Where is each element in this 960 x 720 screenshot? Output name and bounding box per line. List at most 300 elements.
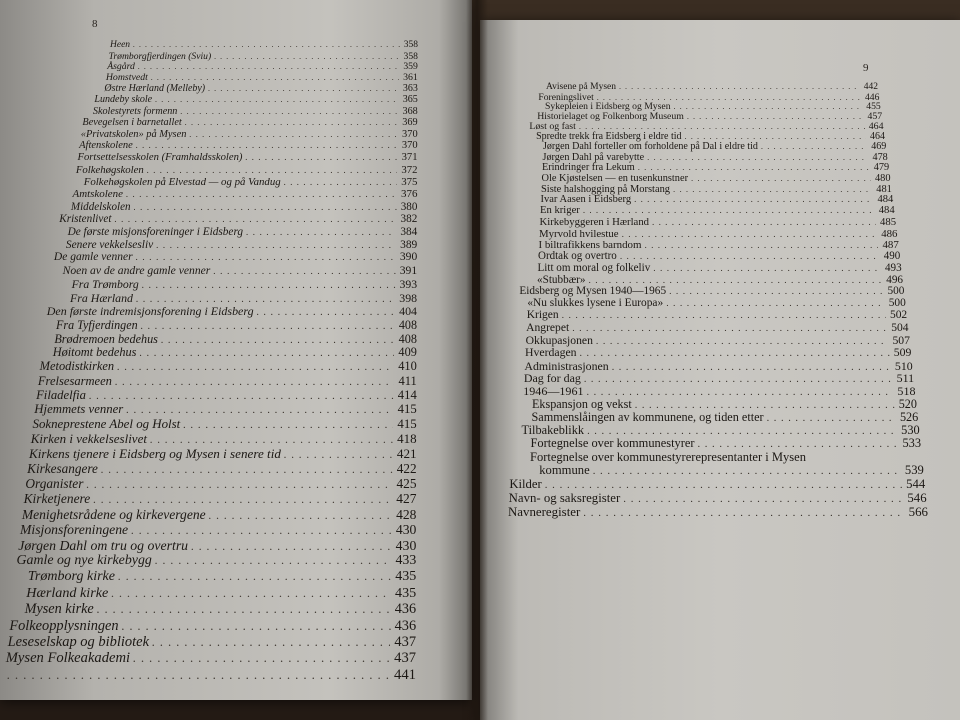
toc-entry-title: Mysen Folkeakademi [5, 650, 131, 667]
toc-entry-page: 507 [892, 333, 910, 347]
toc-entry-page: 441 [393, 667, 416, 684]
toc-entry-title: Kirketjenere [23, 491, 91, 507]
toc-entry-title: Kristenlivet [59, 213, 112, 226]
toc-entry [526, 321, 908, 334]
dot-leader [589, 276, 883, 286]
dot-leader [687, 112, 864, 121]
toc-entry-page: 358 [403, 40, 418, 50]
toc-entry-title: Kirkesangere [27, 460, 98, 476]
toc-entry-title: Frelsesarmeen [37, 373, 112, 388]
toc-entry-page: 370 [401, 140, 418, 152]
toc-entry-title: Misjonsforeningene [20, 521, 129, 537]
toc-entry-page: 504 [891, 321, 909, 335]
toc-entry [6, 650, 416, 667]
toc-entry [84, 176, 418, 188]
toc-entry-page: 481 [876, 183, 892, 195]
toc-entry-page: 391 [399, 264, 418, 278]
toc-entry-page: 500 [888, 297, 906, 310]
toc-entry-page: 390 [399, 251, 418, 264]
toc-entry-title: Administrasjonen [524, 358, 609, 373]
dot-leader [622, 229, 878, 239]
toc-entry-title: Filadelfia [36, 387, 86, 402]
left-page [0, 0, 472, 700]
toc-entry-title: Trømborg kirke [27, 569, 115, 585]
toc-entry [541, 194, 894, 205]
dot-leader [139, 348, 394, 359]
dot-leader [155, 94, 399, 104]
toc-entry-page: 436 [394, 617, 417, 634]
toc-entry-page: 533 [902, 436, 922, 451]
toc-entry-title: Myrvold hvilestue [539, 227, 619, 240]
toc-entry-title: Hverdagen [525, 346, 577, 360]
right-page-number: 9 [863, 62, 869, 74]
toc-entry-page: 484 [877, 194, 894, 206]
toc-entry-page: 414 [397, 387, 417, 402]
toc-entry-page: 408 [398, 331, 417, 346]
toc-entry-title: Kirkens tjenere i Eidsberg og Mysen i senere tid [28, 446, 281, 462]
toc-entry [18, 538, 416, 554]
book-gutter [466, 0, 488, 720]
toc-entry [68, 226, 418, 238]
toc-entry-title: Middelskolen [70, 200, 131, 213]
toc-entry [509, 491, 927, 506]
dot-leader [141, 321, 395, 332]
toc-entry [107, 61, 418, 72]
toc-entry [541, 184, 892, 195]
toc-entry [539, 239, 899, 251]
dot-leader [147, 165, 398, 175]
toc-entry-page: 464 [868, 121, 884, 133]
dot-leader [111, 586, 391, 601]
toc-entry [104, 83, 417, 94]
toc-entry [36, 388, 417, 403]
toc-entry-title: Jørgen Dahl på varebytte [542, 151, 645, 163]
dot-leader [185, 117, 398, 127]
toc-entry-page: 433 [395, 553, 417, 569]
toc-entry [26, 585, 416, 602]
toc-entry-page: 500 [887, 285, 905, 298]
toc-entry-title: Fortegnelse over kommunestyrerepresentanter i Mysen [530, 449, 806, 464]
dot-leader [673, 184, 872, 194]
toc-entry-title: Heen [110, 40, 131, 50]
dot-leader [117, 362, 394, 373]
toc-entry-title: «Stubbær» [537, 273, 586, 286]
toc-entry [31, 431, 417, 447]
toc-entry-title: Siste halshogging på Morstang [541, 183, 671, 195]
toc-entry-page: 526 [899, 410, 919, 425]
dot-leader [698, 439, 899, 450]
dot-leader [620, 252, 880, 262]
toc-entry-page: 436 [394, 601, 417, 618]
toc-entry-page: 384 [400, 225, 418, 238]
toc-entry-page: 369 [402, 117, 418, 129]
toc-entry [539, 228, 897, 240]
dot-leader [86, 479, 392, 491]
toc-entry [22, 507, 417, 523]
dot-leader [89, 390, 394, 402]
toc-entry-page: 566 [908, 504, 928, 519]
toc-entry [9, 618, 416, 635]
toc-entry-page: 375 [401, 176, 418, 189]
dot-leader [647, 152, 868, 162]
toc-entry-title: Kilder [509, 476, 542, 491]
toc-entry-title: Fra Tyfjerdingen [56, 317, 138, 332]
toc-entry-page: 469 [871, 141, 887, 153]
toc-entry-title: Jørgen Dahl om tru og overtru [18, 537, 189, 553]
dot-leader [284, 177, 398, 187]
dot-leader [93, 494, 392, 506]
toc-entry [538, 250, 900, 262]
toc-entry [546, 82, 878, 92]
dot-leader [619, 82, 860, 91]
toc-entry [110, 40, 418, 50]
toc-entry-page: 363 [402, 83, 418, 95]
toc-entry [542, 173, 891, 184]
toc-entry-title: Ordtak og overtro [538, 250, 617, 263]
toc-entry [540, 205, 895, 216]
toc-entry-page: 437 [394, 650, 417, 667]
dot-leader [142, 280, 396, 291]
dot-leader [126, 404, 393, 416]
toc-entry-title: Fra Trømborg [71, 277, 139, 291]
toc-entry [38, 374, 417, 389]
dot-leader [114, 215, 396, 225]
right-page [480, 20, 960, 720]
dot-leader [545, 479, 902, 491]
dot-leader [183, 419, 393, 431]
toc-entry [66, 239, 417, 251]
toc-entry-page: 539 [904, 463, 924, 478]
toc-entry-title: Ole Kjøstelsen — en tusenkunstner [541, 172, 689, 184]
toc-entry [79, 140, 417, 151]
toc-entry-title: Historielaget og Folkenborg Museum [537, 111, 684, 123]
toc-entry-page: 393 [399, 277, 418, 291]
dot-leader [761, 141, 867, 151]
dot-leader [150, 434, 393, 446]
dot-leader [208, 83, 399, 93]
toc-entry-title: Okkupasjonen [525, 333, 593, 347]
toc-entry-page: 408 [398, 317, 417, 332]
dot-leader [583, 507, 904, 519]
toc-entry-page: 430 [395, 521, 417, 537]
toc-entry [538, 262, 902, 274]
dot-leader [136, 140, 398, 150]
toc-entry-title: Bevegelsen i barnetallet [82, 117, 182, 129]
toc-entry-title: Litt om moral og folkeliv [537, 261, 651, 274]
toc-entry-title: Høitomt bedehus [52, 345, 137, 360]
dot-leader [151, 73, 399, 82]
toc-entry-page: 382 [400, 213, 418, 226]
toc-entry-page: 509 [893, 346, 912, 360]
toc-entry-page: 361 [403, 72, 418, 84]
toc-entry-page: 502 [889, 309, 908, 322]
toc-entry-title: Angrepet [526, 321, 570, 335]
toc-entry-title: Lundeby skole [94, 94, 153, 106]
dot-leader [653, 264, 881, 274]
toc-entry [28, 569, 416, 585]
toc-entry-page: 487 [882, 238, 899, 251]
toc-entry [93, 106, 418, 117]
toc-entry-page: 496 [886, 273, 903, 286]
toc-entry [54, 332, 417, 347]
dot-leader [134, 203, 397, 213]
dot-leader [189, 129, 398, 139]
toc-entry [109, 51, 418, 62]
toc-entry-page: 411 [398, 373, 417, 388]
toc-entry-title: Mysen kirke [24, 601, 94, 618]
dot-leader [213, 266, 395, 277]
toc-entry-page: 490 [883, 250, 901, 263]
toc-entry-title: Homstvedt [105, 72, 148, 84]
toc-entry [34, 402, 416, 417]
dot-leader [596, 336, 889, 347]
toc-entry-title: Navneregister [508, 504, 581, 519]
toc-entry-title: De første misjonsforeninger i Eidsberg [67, 225, 244, 238]
toc-entry-title: De gamle venner [53, 251, 133, 264]
toc-entry-title: Metodistkirken [39, 359, 115, 374]
toc-entry-title: Jørgen Dahl forteller om forholdene på Dal i eldre tid [543, 141, 758, 153]
dot-leader [209, 510, 392, 522]
dot-leader [122, 619, 391, 634]
toc-entry-page: 422 [396, 460, 417, 476]
toc-entry [77, 152, 417, 163]
toc-entry-page: 365 [402, 94, 418, 106]
dot-leader [214, 52, 399, 61]
toc-entry-page: 371 [401, 152, 418, 164]
dot-leader [691, 173, 871, 183]
dot-leader [669, 286, 883, 297]
dot-leader [191, 540, 392, 553]
toc-entry-page: 425 [396, 476, 417, 491]
toc-entry [27, 461, 416, 477]
toc-entry-title: Noen av de andre gamle venner [62, 264, 211, 278]
toc-entry-title: Kirken i vekkelseslivet [30, 431, 147, 447]
toc-entry-page: 544 [906, 476, 926, 491]
toc-entry-page: 546 [907, 490, 927, 505]
toc-entry [72, 278, 418, 291]
toc-entry-page: 421 [396, 446, 417, 462]
toc-entry [508, 505, 928, 520]
dot-leader [136, 294, 395, 305]
toc-entry-page: 511 [896, 371, 915, 386]
toc-entry-title: Ekspansjon og vekst [532, 397, 632, 411]
dot-leader [155, 553, 392, 568]
toc-entry-title: Brødremoen bedehus [54, 331, 158, 346]
dot-leader [562, 310, 886, 321]
dot-leader [634, 194, 873, 204]
toc-entry-title: Hærland kirke [26, 585, 109, 602]
toc-entry-page: 493 [884, 261, 902, 274]
toc-entry-title: Folkehøgskolen på Elvestad — og på Vandug [83, 176, 281, 189]
toc-entry [71, 201, 418, 213]
toc-entry [33, 417, 417, 432]
toc-entry-page: 415 [397, 416, 417, 431]
toc-entry-page: 430 [395, 537, 417, 553]
toc-entry [54, 251, 417, 263]
toc-entry [526, 334, 910, 347]
toc-entry [59, 213, 417, 225]
toc-entry-page: 442 [863, 82, 878, 92]
toc-entry-title: Tilbakeblikk [521, 423, 585, 438]
toc-entry [94, 94, 417, 105]
toc-entry-title: Løst og fast [529, 121, 576, 133]
toc-entry-title: Den første indremisjonsforening i Eidsberg [46, 304, 254, 319]
toc-entry-page: 372 [401, 164, 418, 176]
toc-entry [25, 476, 416, 492]
toc-entry-page: 455 [866, 101, 881, 113]
toc-entry-title: Sammenslåingen av kommunene, og tiden etter [531, 410, 764, 425]
dot-leader [245, 152, 397, 162]
toc-entry-title: Ivar Aasen i Eidsberg [540, 194, 632, 206]
dot-leader [101, 464, 393, 476]
dot-leader [118, 569, 391, 584]
toc-entry-title: Østre Hærland (Melleby) [104, 83, 206, 95]
toc-entry-title: Erindringer fra Lekum [542, 162, 635, 174]
dot-leader [126, 190, 397, 200]
toc-entry-title: kommune [539, 463, 590, 478]
dot-leader [156, 240, 396, 251]
toc-entry-page: 530 [901, 423, 920, 438]
toc-entry-page: 518 [897, 384, 916, 399]
dot-leader [593, 465, 901, 477]
toc-entry-title: Leseselskap og bibliotek [7, 633, 150, 650]
toc-entry [525, 346, 911, 359]
toc-entry [25, 601, 417, 618]
toc-entry-title: Menighetsrådene og kirkevergene [21, 506, 206, 522]
toc-entry [527, 309, 907, 321]
toc-entry-title: I biltrafikkens barndom [538, 238, 642, 251]
toc-entry-page: 446 [865, 91, 880, 103]
toc-entry [16, 553, 416, 569]
dot-leader [133, 651, 390, 666]
toc-entry-title: Kirkebyggeren i Hærland [539, 216, 650, 229]
dot-leader [597, 93, 861, 102]
dot-leader [7, 668, 390, 683]
toc-entry [540, 216, 897, 228]
toc-entry-title: Sykepleien i Eidsberg og Mysen [545, 101, 671, 113]
toc-entry-page: 437 [394, 633, 417, 650]
toc-entry-title: Skolestyrets formenn [92, 105, 178, 117]
dot-leader [284, 449, 393, 461]
dot-leader [580, 348, 890, 359]
toc-entry-title: Aftenskolene [79, 140, 133, 152]
toc-entry [542, 162, 889, 173]
toc-entry-title: Organister [25, 476, 84, 491]
dot-leader [180, 106, 398, 116]
dot-leader [138, 62, 399, 71]
toc-entry-page: 457 [867, 111, 883, 123]
toc-entry-page: 359 [403, 61, 418, 73]
toc-entry-page: 427 [396, 491, 417, 507]
toc-entry-title: Sokneprestene Abel og Holst [32, 416, 181, 431]
toc-entry-page: 380 [400, 200, 418, 213]
toc-entry-title: Dag for dag [523, 371, 581, 386]
toc-entry [81, 129, 418, 140]
dot-leader [133, 40, 400, 49]
toc-entry [40, 359, 417, 374]
toc-entry-title: Fra Hærland [70, 290, 133, 305]
toc-entry-title: Åsgård [107, 61, 135, 73]
toc-entry-title: Spredte trekk fra Eidsberg i eldre tid [536, 131, 682, 143]
toc-entry-title: Folkeopplysningen [9, 617, 119, 634]
toc-entry-page: 368 [402, 105, 418, 117]
dot-leader [131, 524, 392, 537]
dot-leader [638, 162, 870, 172]
toc-entry-page: 389 [400, 238, 418, 251]
toc-entry-page: 510 [894, 358, 913, 373]
dot-leader [161, 335, 395, 346]
toc-entry-page: 435 [395, 569, 417, 585]
toc-entry-title: Fortsettelsesskolen (Framhaldsskolen) [77, 152, 243, 164]
dot-leader [257, 307, 396, 318]
toc-entry-page: 376 [400, 188, 418, 201]
toc-entry-title: Krigen [526, 309, 559, 322]
toc-entry [527, 297, 905, 309]
toc-entry-page: 418 [397, 431, 417, 447]
dot-leader [674, 102, 863, 111]
dot-leader [623, 493, 903, 505]
toc-entry-page: 435 [395, 585, 417, 602]
dot-leader [115, 377, 394, 388]
dot-leader [579, 122, 865, 131]
toc-entry-page: 520 [898, 397, 917, 411]
toc-entry [4, 667, 416, 684]
toc-entry-title: 1946—1961 [523, 384, 584, 399]
dot-leader [136, 252, 396, 263]
dot-leader [246, 227, 396, 238]
toc-entry [543, 152, 888, 163]
toc-entry-title: Senere vekkelsesliv [65, 238, 154, 251]
toc-entry-title: Gamle og nye kirkebygg [16, 553, 152, 569]
toc-entry [537, 274, 903, 286]
toc-entry [106, 72, 418, 83]
toc-entry-title: «Privatskolen» på Mysen [80, 128, 187, 140]
dot-leader [152, 635, 390, 650]
toc-entry-page: 370 [402, 128, 418, 140]
toc-entry-title: Foreningslivet [538, 91, 594, 103]
toc-entry-title: Navn- og saksregister [508, 490, 621, 505]
toc-entry [509, 477, 925, 492]
dot-leader [685, 131, 866, 141]
toc-entry [519, 285, 904, 297]
toc-entry [8, 634, 417, 651]
toc-entry-title: «Nu slukkes lysene i Europa» [527, 297, 664, 310]
toc-entry-page: 410 [398, 359, 417, 374]
left-page-number: 8 [92, 18, 98, 30]
dot-leader [583, 205, 875, 215]
toc-entry-page: 478 [872, 151, 888, 163]
toc-entry [82, 117, 417, 128]
toc-entry-title: Hjemmets venner [34, 402, 124, 417]
toc-entry [63, 264, 418, 277]
toc-entry-page: 404 [399, 304, 418, 319]
toc-entry-page: 398 [399, 290, 418, 305]
toc-entry-page: 486 [881, 227, 898, 240]
toc-entry-page: 479 [873, 162, 890, 174]
toc-entry [24, 491, 417, 507]
toc-entry [543, 141, 886, 152]
toc-entry-page: 415 [397, 402, 417, 417]
toc-entry [20, 522, 416, 538]
toc-entry-page: 428 [396, 506, 417, 522]
toc-entry [53, 345, 417, 360]
toc-entry-page: 358 [403, 50, 418, 62]
toc-entry-page: 484 [878, 205, 895, 217]
toc-entry-title: Fortegnelse over kommunestyrer [530, 436, 695, 451]
toc-entry-title: Folkehøgskolen [75, 164, 144, 176]
toc-entry-title: Eidsberg og Mysen 1940—1965 [519, 285, 667, 298]
toc-entry-title: Trømborgfjerdingen (Sviu) [108, 50, 212, 62]
